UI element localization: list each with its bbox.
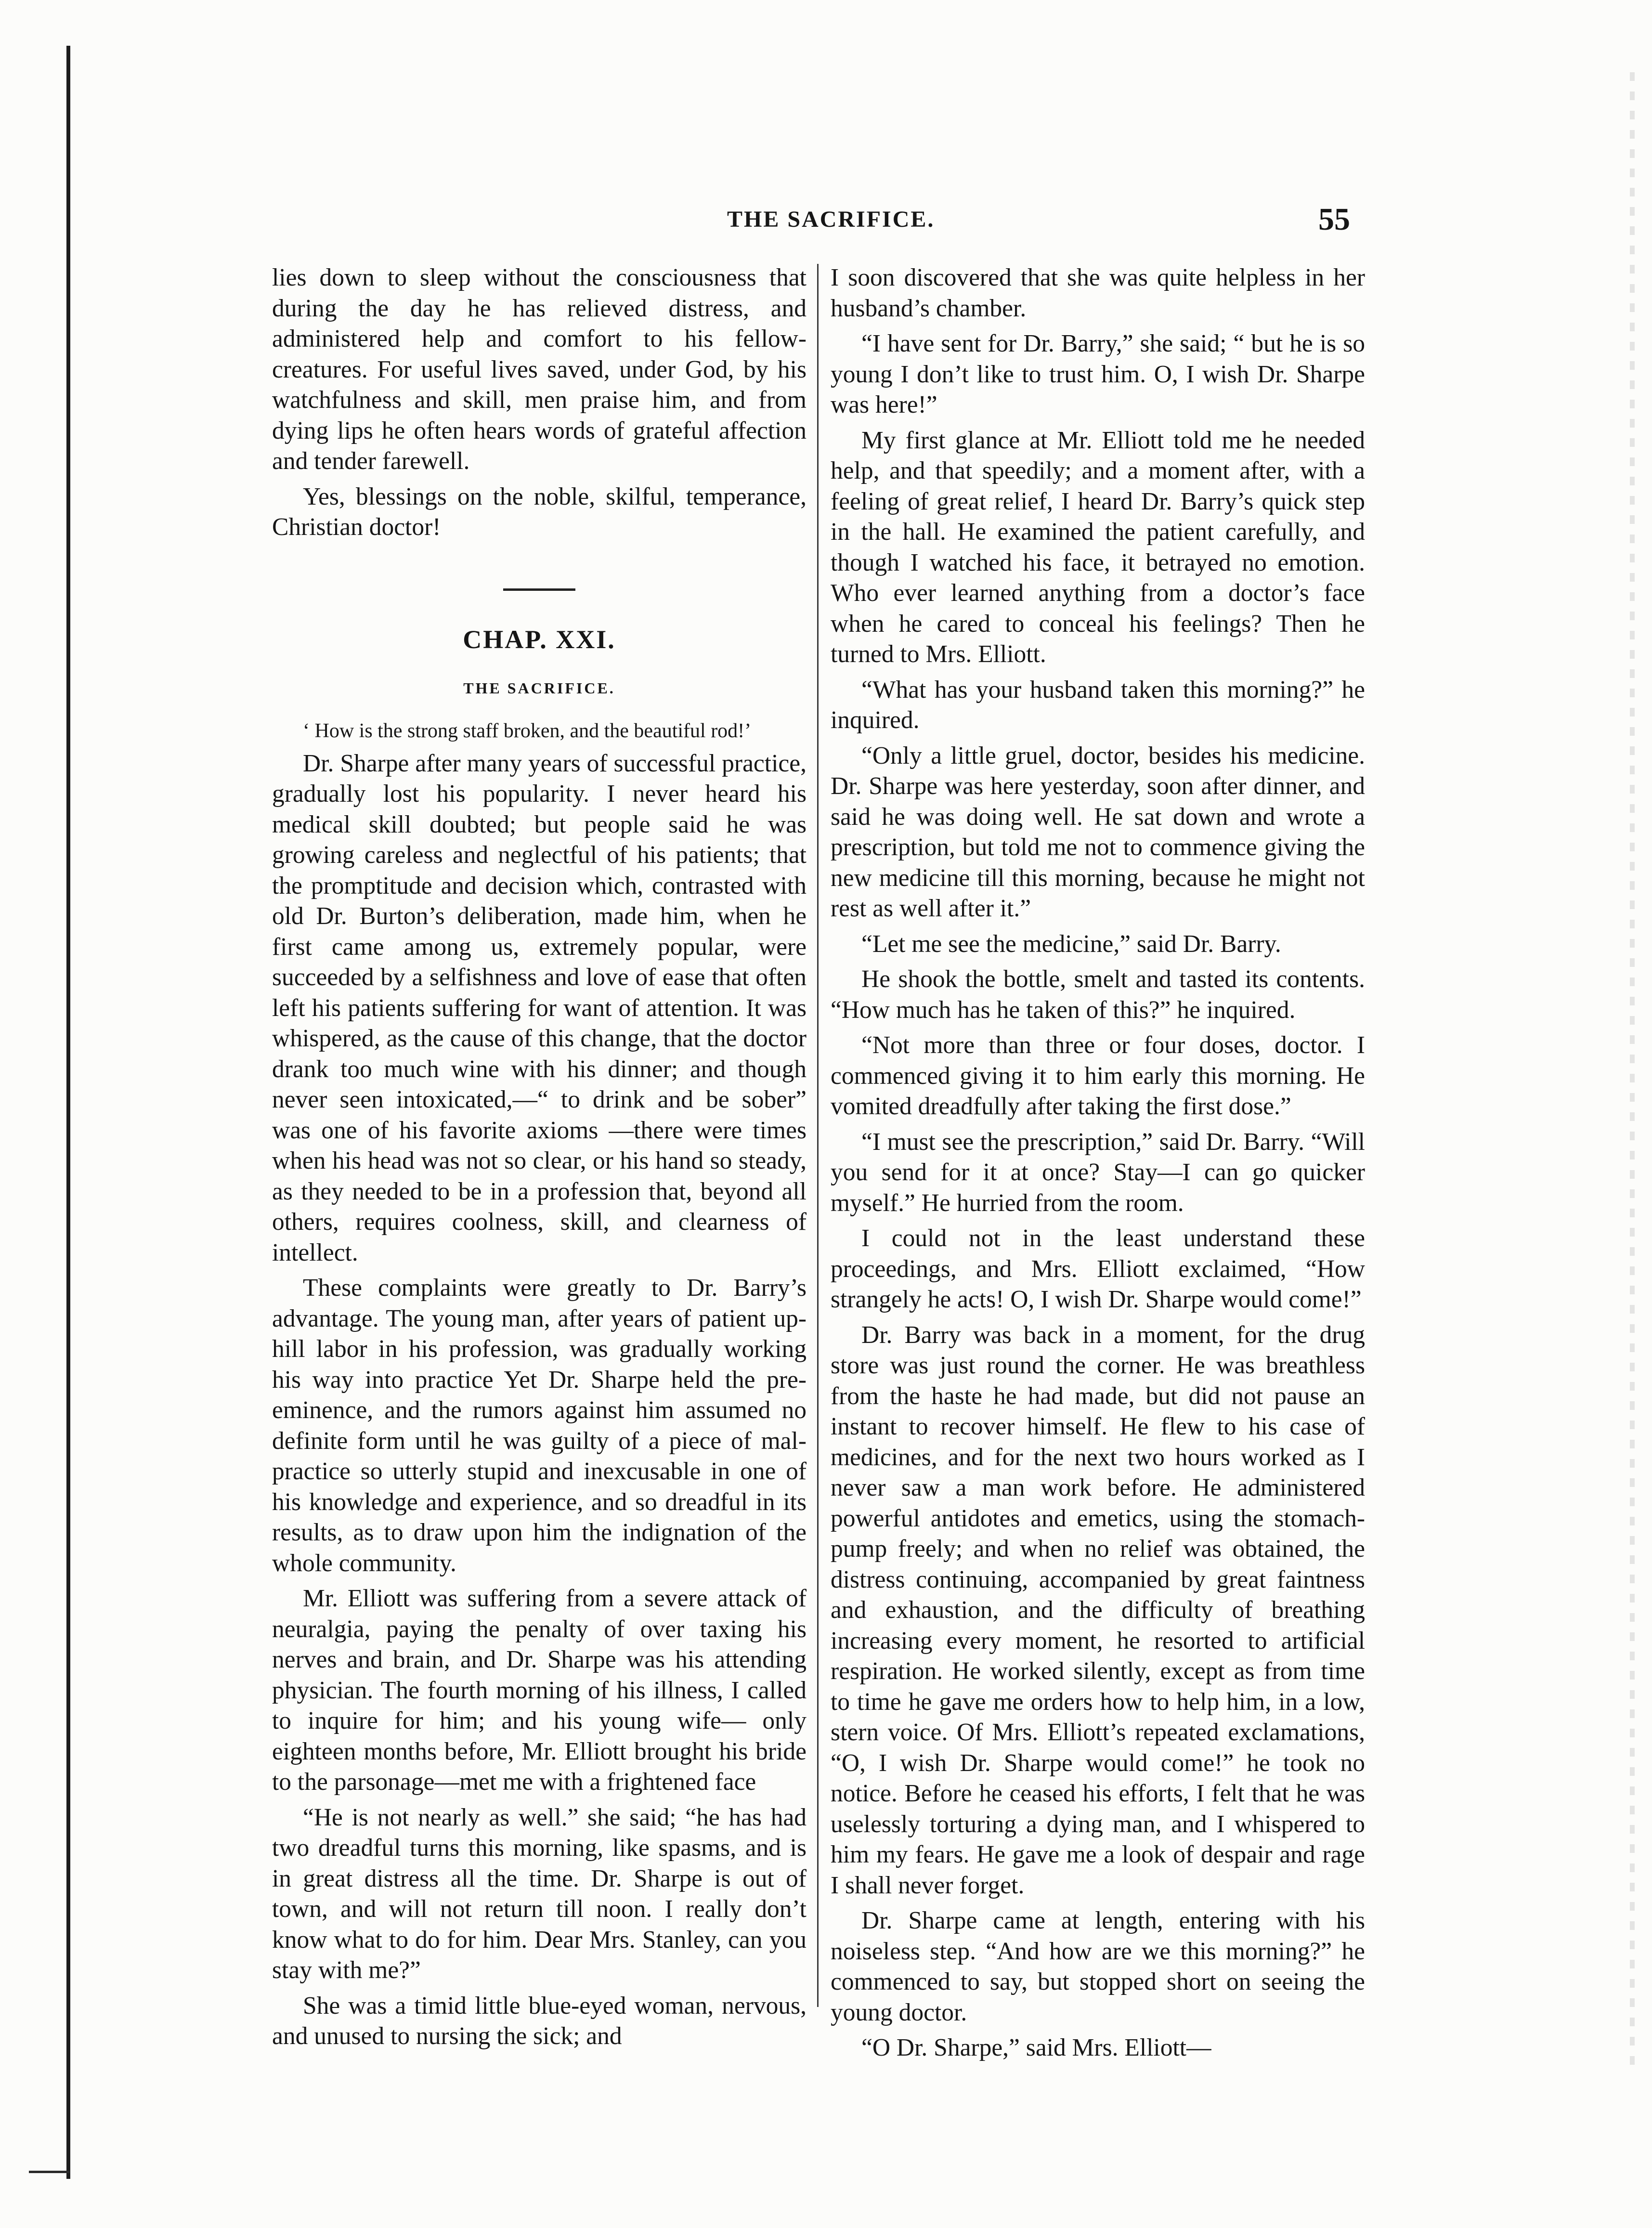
paragraph: “Only a little gruel, doctor, besides his medicine. Dr. Sharpe was here yesterday, soon after dinner, and said he was doing well. He sat down and wrote a prescription, but told me not to commence giving the new medicine till this morning, because he might not rest as well after it.” <box>831 742 1365 922</box>
epigraph: ‘ How is the strong staff broken, and the beautiful rod!’ <box>303 719 752 742</box>
column-divider <box>817 264 819 2007</box>
chapter-heading: CHAP. XXI. <box>463 625 616 654</box>
paragraph: Mr. Elliott was suffering from a severe attack of neuralgia, paying the penalty of over taxing his nerves and brain, and Dr. Sharpe was his attending physician. The fourth morning of his illness, I called to inquire for him; and his young wife— only eighteen months before, Mr. Elliott brought his bride to the parsonage—met me with a frightened face <box>272 1585 806 1796</box>
paragraph: Dr. Sharpe came at length, entering with his noiseless step. “And how are we this morning?” he commenced to say, but stopped short on seeing the young doctor. <box>831 1907 1365 2026</box>
page-edge-shadow <box>1630 72 1635 2071</box>
paragraph: “I must see the prescription,” said Dr. Barry. “Will you send for it at once? Stay—I can go quicker myself.” He hurried from the room. <box>831 1128 1365 1217</box>
paragraph-continuation: I soon discovered that she was quite helpless in her husband’s chamber. <box>831 264 1365 322</box>
paragraph: These complaints were greatly to Dr. Barry’s advantage. The young man, after years of patient up-hill labor in his profession, was gradually working his way into practice Yet Dr. Sharpe held the pre-eminence, and the rumors against him assumed no definite form until he was guilty of a piece of mal-practice so utterly stupid and inexcusable in one of his knowledge and experience, and so dreadful in its results, as to draw upon him the indignation of the whole community. <box>272 1274 806 1577</box>
chapter-subtitle: THE SACRIFICE. <box>463 679 615 697</box>
paragraph: “Not more than three or four doses, doctor. I commenced giving it to him early this morning. He vomited dreadfully after taking the first dose.” <box>831 1031 1365 1120</box>
page-border-foot <box>29 2171 70 2173</box>
paragraph: lies down to sleep without the consciousness that during the day he has relieved distress, and administered help and comfort to his fellow-creatures. For useful lives saved, under God, by his watchfulness and skill, men praise him, and from dying lips he often hears words of grateful affection and tender farewell. <box>272 264 806 475</box>
paragraph: “I have sent for Dr. Barry,” she said; “ but he is so young I don’t like to trust him. O, I wish Dr. Sharpe was here!” <box>831 330 1365 418</box>
paragraph: My first glance at Mr. Elliott told me he needed help, and that speedily; and a moment after, with a feeling of great relief, I heard Dr. Barry’s quick step in the hall. He examined the patient carefully, and though I watched his face, it betrayed no emotion. Who ever learned anything from a doctor’s face when he cared to conceal his feelings? Then he turned to Mrs. Elliott. <box>831 426 1365 668</box>
paragraph: “What has your husband taken this morning?” he inquired. <box>831 676 1365 734</box>
running-head: THE SACRIFICE. <box>727 207 935 232</box>
paragraph: He shook the bottle, smelt and tasted its contents. “How much has he taken of this?” he inquired. <box>831 965 1365 1024</box>
paragraph: Yes, blessings on the noble, skilful, temperance, Christian doctor! <box>272 482 806 541</box>
paragraph: “O Dr. Sharpe,” said Mrs. Elliott— <box>861 2034 1211 2061</box>
paragraph: “He is not nearly as well.” she said; “he has had two dreadful turns this morning, like spasms, and is in great distress all the time. Dr. Sharpe is out of town, and will not return till noon. I really don’t know what to do for him. Dear Mrs. Stanley, can you stay with me?” <box>272 1803 806 1984</box>
paragraph: Dr. Barry was back in a moment, for the drug store was just round the corner. He was breathless from the haste he had made, but did not pause an instant to recover himself. He flew to his case of medicines, and for the next two hours worked as I never saw a man work before. He administered powerful antidotes and emetics, using the stomach-pump freely; and when no relief was obtained, the distress continuing, accompanied by great faintness and exhaustion, and the difficulty of breathing increasing every moment, he resorted to artificial respiration. He worked silently, except as from time to time he gave me orders how to help him, in a low, stern voice. Of Mrs. Elliott’s repeated exclamations, “O, I wish Dr. Sharpe would come!” he took no notice. Before he ceased his efforts, I felt that he was uselessly torturing a dying man, and I whispered to him my fears. He gave me a look of despair and rage I shall never forget. <box>831 1321 1365 1899</box>
paragraph: “Let me see the medicine,” said Dr. Barry. <box>861 930 1281 958</box>
right-column <box>831 262 1365 2068</box>
left-column <box>272 262 806 2057</box>
paragraph: She was a timid little blue-eyed woman, nervous, and unused to nursing the sick; and <box>272 1992 806 2050</box>
section-divider <box>503 588 575 591</box>
paragraph: I could not in the least understand these proceedings, and Mrs. Elliott exclaimed, “How strangely he acts! O, I wish Dr. Sharpe would come!” <box>831 1225 1365 1313</box>
paragraph: Dr. Sharpe after many years of successful practice, gradually lost his popularity. I never heard his medical skill doubted; but people said he was growing careless and neglectful of his patients; that the promptitude and decision which, contrasted with old Dr. Burton’s deliberation, made him, when he first came among us, extremely popular, were succeeded by a selfishness and love of ease that often left his patients suffering for want of attention. It was whispered, as the cause of this change, that the doctor drank too much wine with his dinner; and though never seen intoxicated,—“ to drink and be sober” was one of his favorite axioms —there were times when his head was not so clear, or his hand so steady, as they needed to be in a profession that, beyond all others, requires coolness, skill, and clearness of intellect. <box>272 749 806 1266</box>
page-number: 55 <box>1318 202 1350 237</box>
page-border-line <box>66 46 70 2179</box>
